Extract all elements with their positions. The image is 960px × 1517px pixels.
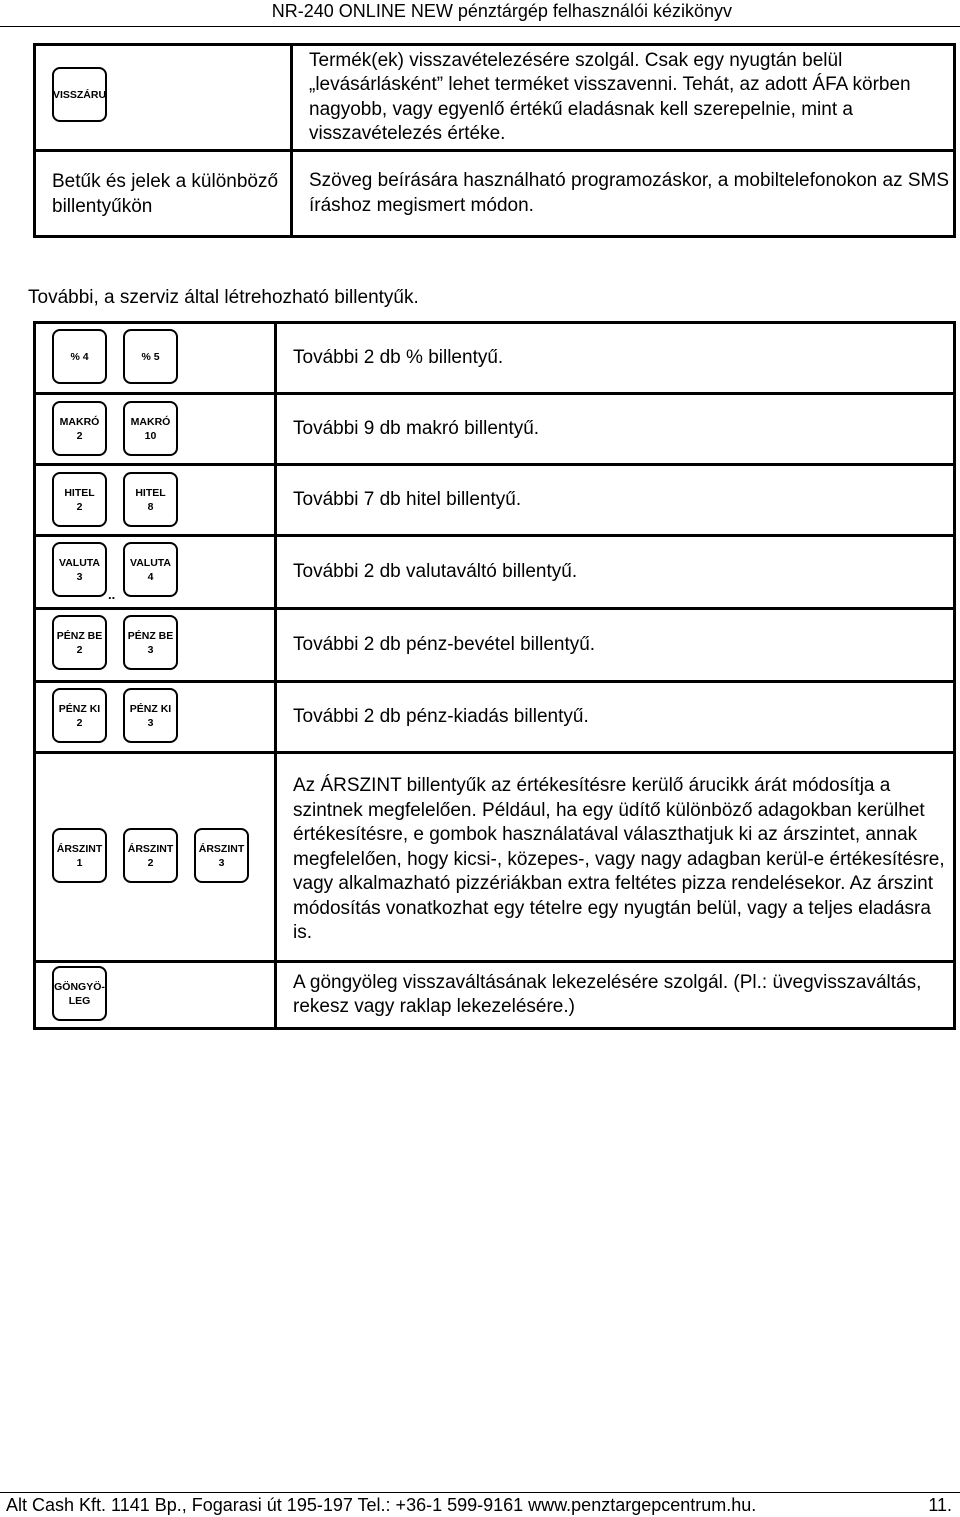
key-cell-price-level: [35, 753, 276, 962]
key-cash-out-3: PÉNZ KI 3: [123, 688, 178, 743]
page-footer: [0, 1492, 960, 1517]
label-letters-signs: Betűk és jelek a különböző billentyűkön: [35, 151, 292, 237]
manual-title: NR-240 ONLINE NEW pénztárgép felhasználói kézikönyv: [271, 1, 732, 21]
page-header: [0, 0, 960, 27]
page-number: 11.: [928, 1495, 952, 1515]
key-cell-percent: [35, 323, 276, 394]
desc-macro: További 9 db makró billentyű.: [276, 394, 955, 465]
key-cell-credit: [35, 465, 276, 536]
key-cash-in-3: PÉNZ BE 3: [123, 615, 178, 670]
desc-cash-out: További 2 db pénz-kiadás billentyű.: [276, 682, 955, 753]
desc-cash-in: További 2 db pénz-bevétel billentyű.: [276, 609, 955, 682]
desc-letters-signs: Szöveg beírására használható programozáskor, a mobiltelefonokon az SMS íráshoz megismert módon.: [292, 151, 955, 237]
key-currency-3: VALUTA 3: [52, 542, 107, 597]
key-price-level-1: ÁRSZINT 1: [52, 828, 107, 883]
key-credit-2: HITEL 2: [52, 472, 107, 527]
key-deposit: GÖNGYÖ- LEG: [52, 966, 107, 1021]
desc-price-level: Az ÁRSZINT billentyűk az értékesítésre kerülő árucikk árát módosítja a szintnek megfelelően. Például, ha egy üdítő különböző adagokban kerülhet értékesítésre, e gombok használatával választhatjuk ki az árszintet, annak megfelelően, hogy kicsi-, közepes-, vagy nagy adagban kerül-e értékesítésre, vagy alkalmazható pizzériákban extra feltétes pizza rendelésekor. Az árszint módosítás vonatkozhat egy tételre egy nyugtán belül, vagy a teljes eladásra is.: [276, 753, 955, 962]
key-macro-2: MAKRÓ 2: [52, 401, 107, 456]
desc-deposit: A göngyöleg visszaváltásának lekezelésére szolgál. (Pl.: üvegvisszaváltás, rekesz vagy raklap lekezelésére.): [276, 962, 955, 1029]
key-cell-currency: [35, 536, 276, 609]
key-cell-refund: [35, 45, 292, 151]
key-table-1: [33, 43, 956, 238]
desc-refund: Termék(ek) visszavételezésére szolgál. Csak egy nyugtán belül „levásárlásként” lehet terméket visszavenni. Tehát, az adott ÁFA körben nagyobb, vagy egyenlő értékű eladásnak kell szerepelnie, mint a visszavételezés értéke.: [292, 45, 955, 151]
key-cash-in-2: PÉNZ BE 2: [52, 615, 107, 670]
key-percent-4: % 4: [52, 329, 107, 384]
key-cell-cash-in: [35, 609, 276, 682]
footer-contact: Alt Cash Kft. 1141 Bp., Fogarasi út 195-197 Tel.: +36-1 599-9161 www.penztargepcentrum.hu.: [6, 1495, 757, 1515]
key-cell-cash-out: [35, 682, 276, 753]
key-table-2: [33, 321, 956, 1030]
desc-credit: További 7 db hitel billentyű.: [276, 465, 955, 536]
key-price-level-3: ÁRSZINT 3: [194, 828, 249, 883]
key-credit-8: HITEL 8: [123, 472, 178, 527]
key-percent-5: % 5: [123, 329, 178, 384]
key-cell-macro: [35, 394, 276, 465]
key-refund: [52, 67, 107, 122]
key-cell-deposit: [35, 962, 276, 1029]
ellipsis-dots: ..: [108, 587, 116, 602]
key-currency-4: VALUTA 4: [123, 542, 178, 597]
key-price-level-2: ÁRSZINT 2: [123, 828, 178, 883]
key-macro-10: MAKRÓ 10: [123, 401, 178, 456]
key-cash-out-2: PÉNZ KI 2: [52, 688, 107, 743]
desc-currency: További 2 db valutaváltó billentyű.: [276, 536, 955, 609]
desc-percent: További 2 db % billentyű.: [276, 323, 955, 394]
section-title: További, a szerviz által létrehozható billentyűk.: [28, 287, 419, 308]
key-refund-label: VISSZÁRU: [52, 88, 107, 101]
